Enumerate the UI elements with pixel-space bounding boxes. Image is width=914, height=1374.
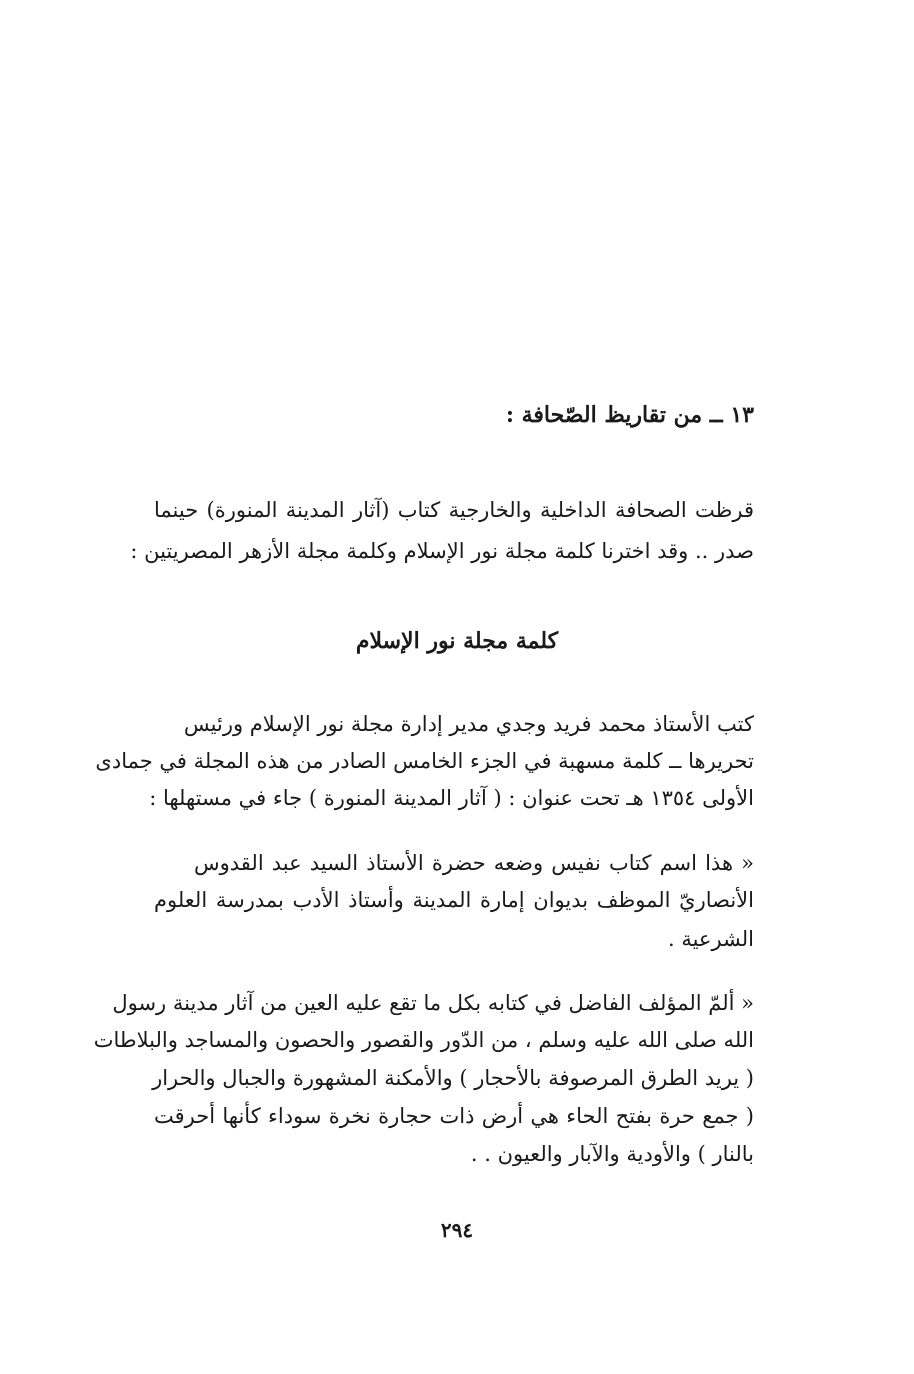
intro-line: صدر .. وقد اخترنا كلمة مجلة نور الإسلام وكلمة مجلة الأزهر المصريتين : [130, 539, 754, 563]
paragraph-line: الشرعية . [667, 927, 754, 951]
paragraph-line: بالنار ) والأودية والآبار والعيون . . [470, 1142, 754, 1166]
paragraph-line: الأولى ١٣٥٤ هـ تحت عنوان : ( آثار المدينة المنورة ) جاء في مستهلها : [149, 786, 754, 810]
page-number: ٢٩٤ [440, 1218, 474, 1242]
paragraph-line: ( جمع حرة بفتح الحاء هي أرض ذات حجارة نخرة سوداء كأنها أحرقت [154, 1104, 754, 1128]
paragraph-line: الأنصاريّ الموظف بديوان إمارة المدينة وأستاذ الأدب بمدرسة العلوم [154, 888, 754, 912]
paragraph-line: كتب الأستاذ محمد فريد وجدي مدير إدارة مجلة نور الإسلام ورئيس [183, 712, 754, 736]
paragraph-line: « هذا اسم كتاب نفيس وضعه حضرة الأستاذ السيد عبد القدوس [194, 851, 754, 875]
paragraph-line: ( يريد الطرق المرصوفة بالأحجار ) والأمكنة المشهورة والجبال والحرار [152, 1066, 754, 1090]
intro-line: قرظت الصحافة الداخلية والخارجية كتاب (آثار المدينة المنورة) حينما [154, 498, 754, 522]
section-heading: ١٣ ــ من تقاريظ الصّحافة : [505, 402, 754, 428]
paragraph-line: تحريرها ــ كلمة مسهبة في الجزء الخامس الصادر من هذه المجلة في جمادى [95, 749, 754, 773]
sub-heading: كلمة مجلة نور الإسلام [355, 628, 559, 654]
paragraph-line: الله صلى الله عليه وسلم ، من الدّور والقصور والحصون والمساجد والبلاطات [93, 1028, 754, 1052]
paragraph-line: « ألمّ المؤلف الفاضل في كتابه بكل ما تقع عليه العين من آثار مدينة رسول [112, 991, 754, 1015]
